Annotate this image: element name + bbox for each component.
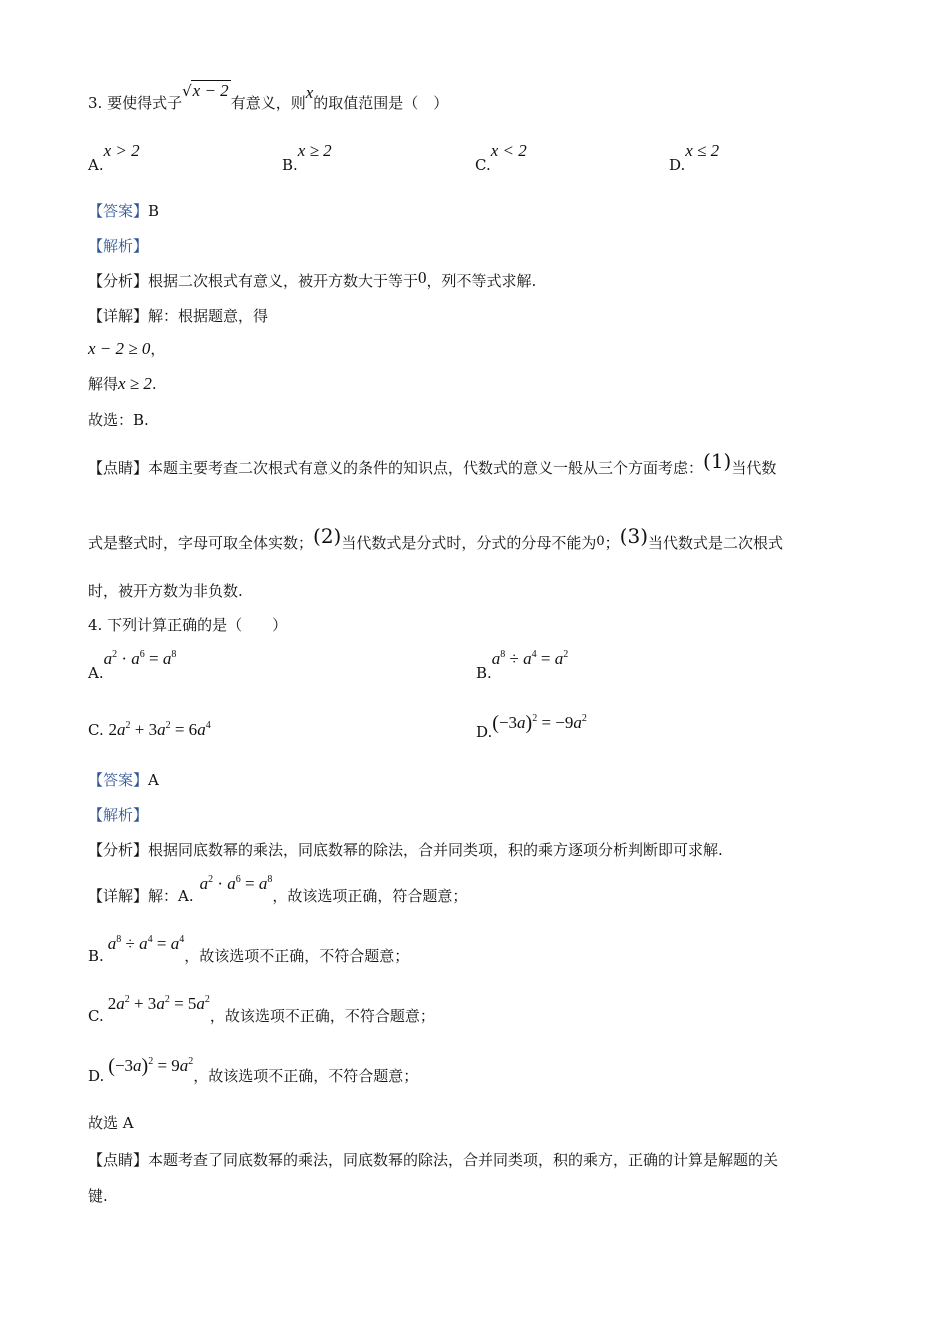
q4-xiangjie-d: D. $(-3a)^2 = 9a^2$，故该选项不正确，不符合题意； (88, 1055, 419, 1085)
q4-option-a-expr: $a^2 \cdot a^6 = a^8$ (103, 649, 177, 668)
q3-option-c: C.x < 2 (475, 141, 527, 174)
q3-dianjing-line3: 时，被开方数为非负数. (88, 582, 243, 600)
q3-step1: x − 2 ≥ 0， (88, 339, 166, 358)
q4-option-d: $D.(-3a)^2 = -9a^2$ (476, 712, 587, 741)
q4-xiangjie-a: 【详解】解：$A.a^2 \cdot a^6 = a^8$，故该选项正确，符合题意； (88, 874, 468, 905)
q3-choose: 故选：B. (88, 411, 149, 429)
q4-option-c-expr: $2a^2 + 3a^2 = 6a^4$ (108, 720, 211, 739)
q4-dianjing-line2: 键. (88, 1187, 108, 1205)
q4-dianjing-line1: 【点睛】本题考查了同底数幂的乘法，同底数幂的除法，合并同类项，积的乘方，正确的计算是解题的关 (88, 1151, 779, 1169)
q4-option-d-expr: $(-3a)^2 = -9a^2$ (492, 712, 587, 734)
q4-option-b-expr: $a^8 \div a^4 = a^2$ (491, 649, 569, 668)
q3-analysis-heading: 【解析】 (88, 237, 149, 255)
q4-xiangjie-b: $B.a^8 \div a^4 = a^4$，故该选项不正确，不符合题意； (88, 934, 410, 965)
sqrt-expression: √x − 2 (182, 81, 229, 100)
q3-answer: 【答案】B (88, 202, 160, 220)
q3-fenxi: 【分析】根据二次根式有意义，被开方数大于等于0，列不等式求解. (88, 268, 537, 290)
q4-analysis-heading: 【解析】 (88, 806, 149, 824)
q4-choose: 故选 A (88, 1114, 134, 1132)
q4-answer: 【答案】A (88, 771, 159, 789)
q3-step2: 解得x ≥ 2. (88, 374, 157, 393)
q3-option-a: A.x > 2 (88, 141, 140, 174)
q3-option-b: B.x ≥ 2 (282, 141, 332, 174)
q4-fenxi: 【分析】根据同底数幂的乘法，同底数幂的除法，合并同类项，积的乘方逐项分析判断即可求解. (88, 841, 723, 859)
q3-option-d: D.x ≤ 2 (669, 141, 720, 174)
q4-option-b: $B.a^8 \div a^4 = a^2$ (476, 649, 569, 682)
q4-option-a: $A.a^2 \cdot a^6 = a^8$ (88, 649, 177, 682)
q4-stem: 4. 下列计算正确的是（ ） (88, 616, 288, 634)
q3-xiangjie: 【详解】解：根据题意，得 (88, 307, 269, 325)
q3-dianjing-line1: 【点睛】本题主要考查二次根式有意义的条件的知识点，代数式的意义一般从三个方面考虑：(1)当代数 (88, 449, 777, 477)
q3-dianjing-line2: 式是整式时，字母可取全体实数；(2)当代数式是分式时，分式的分母不能为0；(3)当代数式是二次根式 (88, 524, 784, 552)
q4-xiangjie-c: $C.2a^2 + 3a^2 = 5a^2$，故该选项不正确，不符合题意； (88, 994, 435, 1025)
q4-option-c: C. $2a^2 + 3a^2 = 6a^4$ (88, 720, 211, 739)
q3-stem: 3. 要使得式子√x − 2有意义，则x的取值范围是（ ） (88, 81, 449, 112)
